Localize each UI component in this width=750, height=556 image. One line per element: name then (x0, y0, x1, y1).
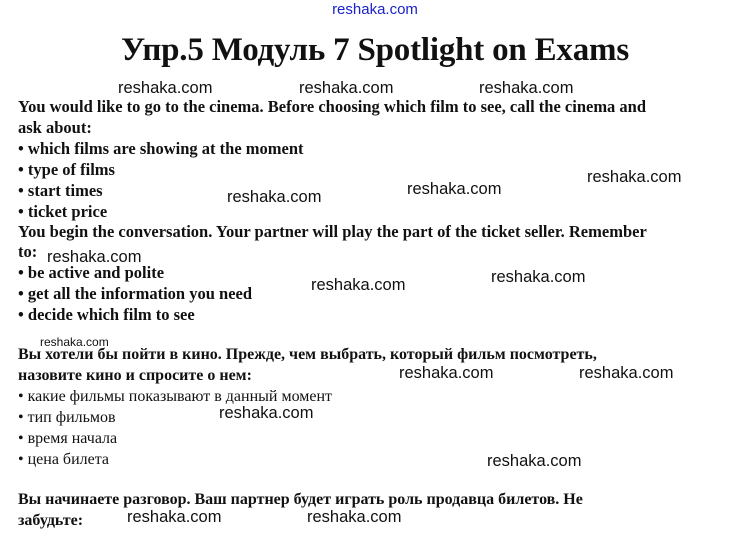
site-link[interactable]: reshaka.com (332, 1, 418, 18)
watermark: reshaka.com (47, 248, 142, 266)
russian-begin-line-1: Вы начинаете разговор. Ваш партнер будет играть роль продавца билетов. Не (18, 491, 583, 508)
watermark: reshaka.com (311, 276, 406, 294)
english-begin-line-2: to: (18, 242, 38, 261)
russian-intro-line-2: назовите кино и спросите о нем: (18, 367, 252, 384)
watermark: reshaka.com (491, 268, 586, 286)
english-remember-item: • decide which film to see (18, 305, 195, 324)
russian-ask-item: • время начала (18, 430, 118, 447)
english-ask-item: • ticket price (18, 202, 108, 221)
watermark: reshaka.com (479, 79, 574, 97)
english-ask-item: • start times (18, 181, 103, 200)
watermark: reshaka.com (127, 508, 222, 526)
russian-ask-item: • цена билета (18, 451, 110, 468)
watermark: reshaka.com (579, 364, 674, 382)
page-title: Упр.5 Модуль 7 Spotlight on Exams (121, 32, 629, 68)
russian-ask-item: • какие фильмы показывают в данный момент (18, 388, 333, 405)
english-intro-line-2: ask about: (18, 118, 92, 137)
english-remember-item: • get all the information you need (18, 284, 253, 303)
russian-ask-item: • тип фильмов (18, 409, 116, 426)
watermark: reshaka.com (118, 79, 213, 97)
watermark: reshaka.com (307, 508, 402, 526)
english-begin-line-1: You begin the conversation. Your partner will play the part of the ticket seller. Remember (18, 222, 647, 241)
watermark: reshaka.com (227, 188, 322, 206)
english-ask-item: • type of films (18, 160, 115, 179)
watermark: reshaka.com (587, 168, 682, 186)
watermark: reshaka.com (487, 452, 582, 470)
russian-begin-line-2: забудьте: (18, 512, 84, 529)
english-intro-line-1: You would like to go to the cinema. Before choosing which film to see, call the cinema and (18, 97, 647, 116)
russian-intro-line-1: Вы хотели бы пойти в кино. Прежде, чем выбрать, который фильм посмотреть, (18, 346, 597, 363)
english-remember-item: • be active and polite (18, 263, 165, 282)
english-ask-item: • which films are showing at the moment (18, 139, 304, 158)
watermark: reshaka.com (399, 364, 494, 382)
watermark: reshaka.com (407, 180, 502, 198)
watermark: reshaka.com (219, 404, 314, 422)
watermark: reshaka.com (40, 335, 109, 349)
watermark: reshaka.com (299, 79, 394, 97)
